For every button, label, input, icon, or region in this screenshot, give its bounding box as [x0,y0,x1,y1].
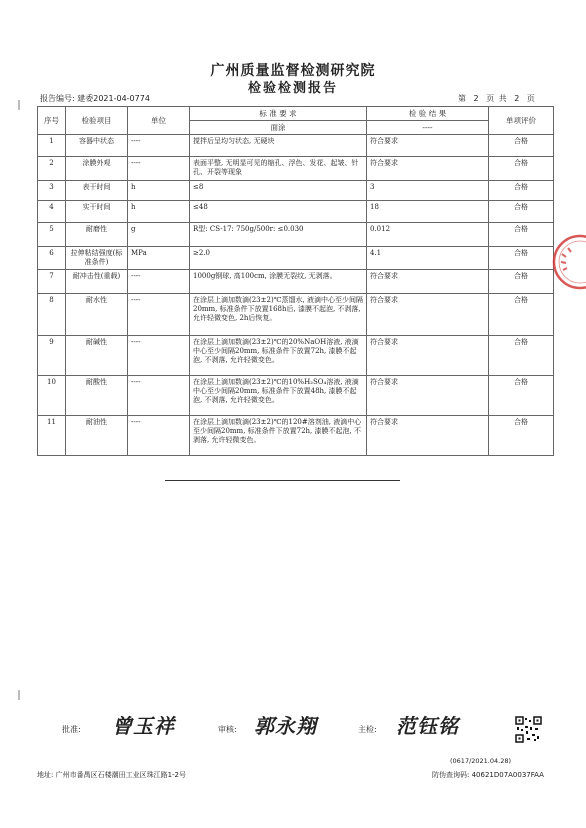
cell-eval: 合格 [489,223,554,247]
cell-requirement: 在涂层上滴加数滴(23±2)℃蒸馏水, 液滴中心至少间隔20mm, 标准条件下放置168h后, 漆膜不起泡, 不剥落, 允许轻微变色, 2h后恢复。 [190,294,367,336]
cell-eval: 合格 [489,416,554,456]
header-unit: 单位 [128,107,190,135]
inspection-table [37,106,554,456]
header-item: 检验项目 [66,107,128,135]
cell-no: 10 [38,376,66,416]
cell-unit: MPa [128,247,190,270]
report-title: 检验检测报告 [247,81,338,96]
cell-requirement: 在涂层上滴加数滴(23±2)℃的20%NaOH溶液, 液滴中心至少间隔20mm, 标准条件下放置72h, 漆膜不起泡, 不剥落, 允许轻微变色。 [190,336,367,376]
cell-unit: ---- [128,416,190,456]
page-prefix: 第 [458,94,467,103]
chief-label: 主检: [358,725,377,734]
cell-unit: ---- [128,294,190,336]
approve-signature: 曾玉祥 [112,714,175,738]
page-mid: 页 共 [486,94,508,103]
page-total: 2 [514,94,521,103]
cell-no: 3 [38,181,66,201]
cell-no: 1 [38,135,66,157]
cell-requirement: 1000g钢球, 高100cm, 涂膜无裂纹, 无剥落。 [190,270,367,294]
header-no: 序号 [38,107,66,135]
table-row [38,135,554,157]
cell-unit: ---- [128,336,190,376]
cell-requirement: ≤48 [190,201,367,223]
cell-eval: 合格 [489,336,554,376]
page-number [455,93,536,104]
margin-mark [18,100,20,110]
cell-item: 耐水性 [66,294,128,336]
table-row [38,247,554,270]
cell-eval: 合格 [489,376,554,416]
table-end-line [165,480,400,481]
cell-requirement: 搅拌后呈均匀状态, 无硬块 [190,135,367,157]
cell-no: 11 [38,416,66,456]
table-row [38,416,554,456]
cell-result: 符合要求 [367,135,489,157]
cell-item: 耐酸性 [66,376,128,416]
cell-result: 符合要求 [367,270,489,294]
table-row [38,294,554,336]
cell-eval: 合格 [489,181,554,201]
institute-title: 广州质量监督检测研究院 [210,63,376,79]
cell-eval: 合格 [489,157,554,181]
cell-item: 容器中状态 [66,135,128,157]
cell-unit: ---- [128,157,190,181]
cell-result: 3 [367,181,489,201]
cell-eval: 合格 [489,294,554,336]
cell-unit: ---- [128,270,190,294]
subheader-requirement: 面涂 [190,121,367,135]
cell-no: 7 [38,270,66,294]
cell-no: 6 [38,247,66,270]
page-suffix: 页 [526,94,536,103]
cell-requirement: ≥2.0 [190,247,367,270]
review-signature: 郭永翔 [254,714,317,738]
cell-eval: 合格 [489,247,554,270]
cell-no: 4 [38,201,66,223]
subheader-result: ---- [367,121,489,135]
approve-label: 批准: [62,725,81,734]
table-row [38,181,554,201]
cell-no: 8 [38,294,66,336]
review-label: 审核: [218,725,237,734]
cell-unit: h [128,201,190,223]
header-eval: 单项评价 [489,107,554,135]
cell-item: 耐碱性 [66,336,128,376]
cell-result: 18 [367,201,489,223]
cell-unit: h [128,181,190,201]
cell-result: 符合要求 [367,336,489,376]
cell-no: 2 [38,157,66,181]
cell-requirement: 在涂层上滴加数滴(23±2)℃的120#溶剂油, 液滴中心至少间隔20mm, 标准条件下放置72h, 漆膜不起泡, 不剥落, 允许轻微变色。 [190,416,367,456]
margin-mark [18,690,20,700]
cell-eval: 合格 [489,201,554,223]
form-version: (0617/2021.04.28) [450,757,512,765]
page-current: 2 [473,94,480,103]
cell-item: 实干时间 [66,201,128,223]
cell-requirement: 在涂层上滴加数滴(23±2)℃的10%H₂SO₄溶液, 液滴中心至少间隔20mm, 标准条件下放置48h, 漆膜不起泡, 不剥落, 允许轻微变色。 [190,376,367,416]
qr-code-icon [515,716,542,743]
cell-unit: ---- [128,135,190,157]
address: 地址: 广州市番禺区石楼潮田工业区珠江路1-2号 [37,771,187,779]
table-row [38,270,554,294]
cell-unit: ---- [128,376,190,416]
chief-signature: 范钰铭 [396,714,459,738]
cell-eval: 合格 [489,270,554,294]
header-requirement: 标 准 要 求 [190,107,367,121]
cell-item: 耐油性 [66,416,128,456]
table-row [38,157,554,181]
cell-result: 符合要求 [367,157,489,181]
table-row [38,336,554,376]
cell-requirement: R型: CS-17: 750g/500r: ≤0.030 [190,223,367,247]
cell-result: 符合要求 [367,416,489,456]
cell-result: 4.1 [367,247,489,270]
table-row [38,201,554,223]
anti-fake-code: 防伪查询码: 40621D07A0037FAA [432,771,544,779]
cell-unit: g [128,223,190,247]
cell-item: 拉伸粘结强度(标准条件) [66,247,128,270]
cell-item: 耐磨性 [66,223,128,247]
table-row [38,223,554,247]
cell-no: 9 [38,336,66,376]
table-row [38,376,554,416]
cell-requirement: ≤8 [190,181,367,201]
header-result: 检 验 结 果 [367,107,489,121]
cell-item: 涂膜外观 [66,157,128,181]
cell-result: 0.012 [367,223,489,247]
cell-eval: 合格 [489,135,554,157]
seal-stamp-icon [550,232,586,292]
cell-no: 5 [38,223,66,247]
report-number: 报告编号: 建委2021-04-0774 [40,94,150,103]
cell-requirement: 表面平整, 无明显可见的缩孔、浮色、发花、起皱、针孔、开裂等现象 [190,157,367,181]
cell-result: 符合要求 [367,294,489,336]
cell-result: 符合要求 [367,376,489,416]
cell-item: 耐冲击性(重载) [66,270,128,294]
cell-item: 表干时间 [66,181,128,201]
